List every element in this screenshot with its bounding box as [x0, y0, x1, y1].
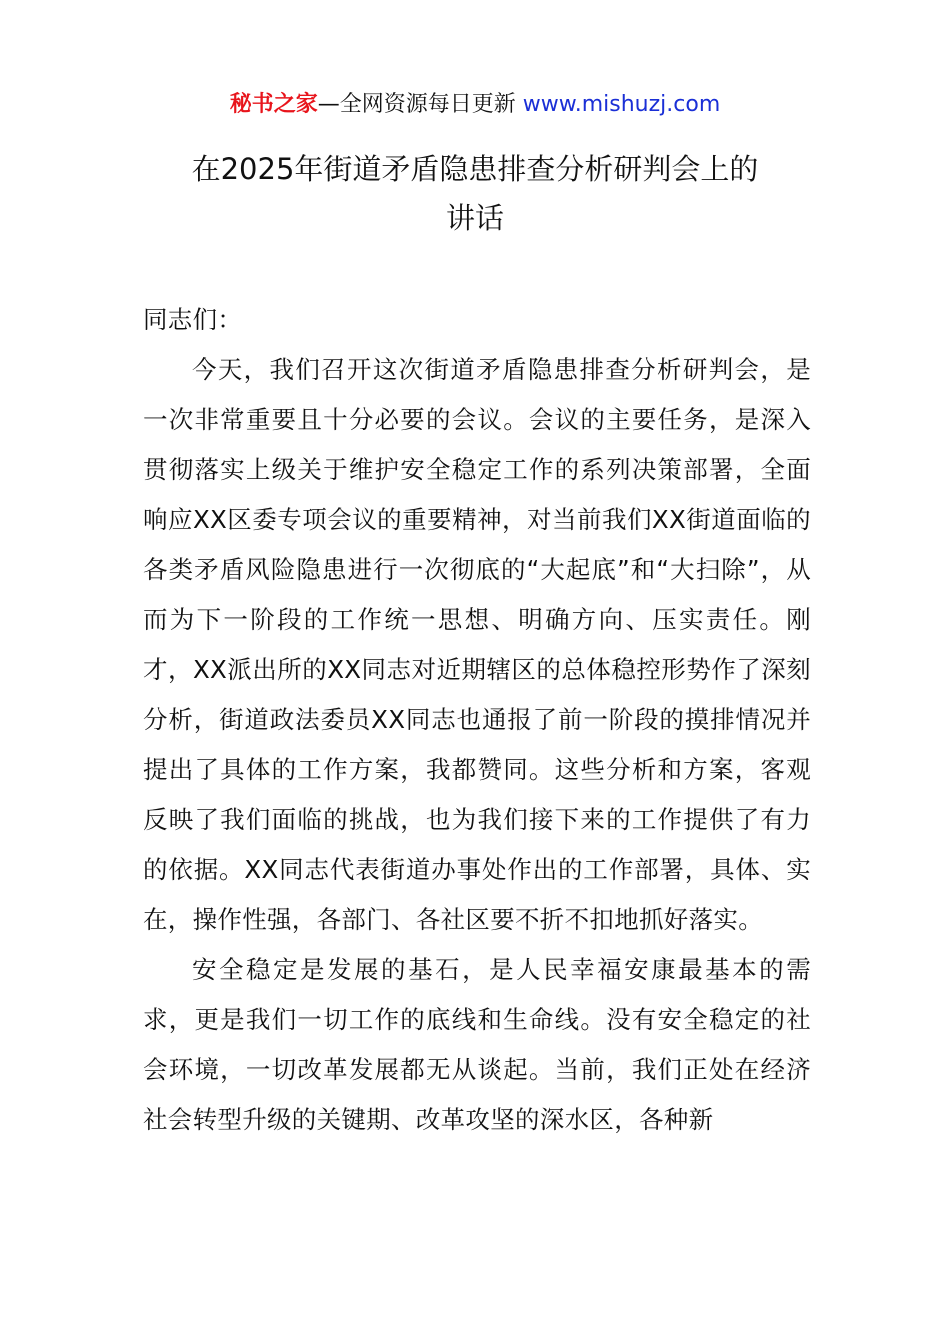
title-line-1: 在2025年街道矛盾隐患排查分析研判会上的	[191, 152, 759, 186]
brand-name: 秘书之家	[229, 92, 318, 117]
paragraph-2: 安全稳定是发展的基石，是人民幸福安康最基本的需求，更是我们一切工作的底线和生命线。没有安全稳定的社会环境，一切改革发展都无从谈起。当前，我们正处在经济社会转型升级的关键期、改革攻坚的深水区，各种新	[143, 955, 811, 1134]
document-title	[120, 145, 830, 243]
header-tagline: —全网资源每日更新	[317, 92, 523, 117]
site-link[interactable]: www.mishuzj.com	[522, 92, 721, 117]
paragraph-1: 今天，我们召开这次街道矛盾隐患排查分析研判会，是一次非常重要且十分必要的会议。会议的主要任务，是深入贯彻落实上级关于维护安全稳定工作的系列决策部署，全面响应XX区委专项会议的重要精神，对当前我们XX街道面临的各类矛盾风险隐患进行一次彻底的“大起底”和“大扫除”，从而为下一阶段的工作统一思想、明确方向、压实责任。刚才，XX派出所的XX同志对近期辖区的总体稳控形势作了深刻分析，街道政法委员XX同志也通报了前一阶段的摸排情况并提出了具体的工作方案，我都赞同。这些分析和方案，客观反映了我们面临的挑战，也为我们接下来的工作提供了有力的依据。XX同志代表街道办事处作出的工作部署，具体、实在，操作性强，各部门、各社区要不折不扣地抓好落实。	[143, 355, 811, 934]
title-line-2: 讲话	[445, 201, 504, 235]
salutation: 同志们：	[143, 305, 243, 334]
document-body	[143, 295, 811, 1145]
site-header	[0, 88, 950, 122]
